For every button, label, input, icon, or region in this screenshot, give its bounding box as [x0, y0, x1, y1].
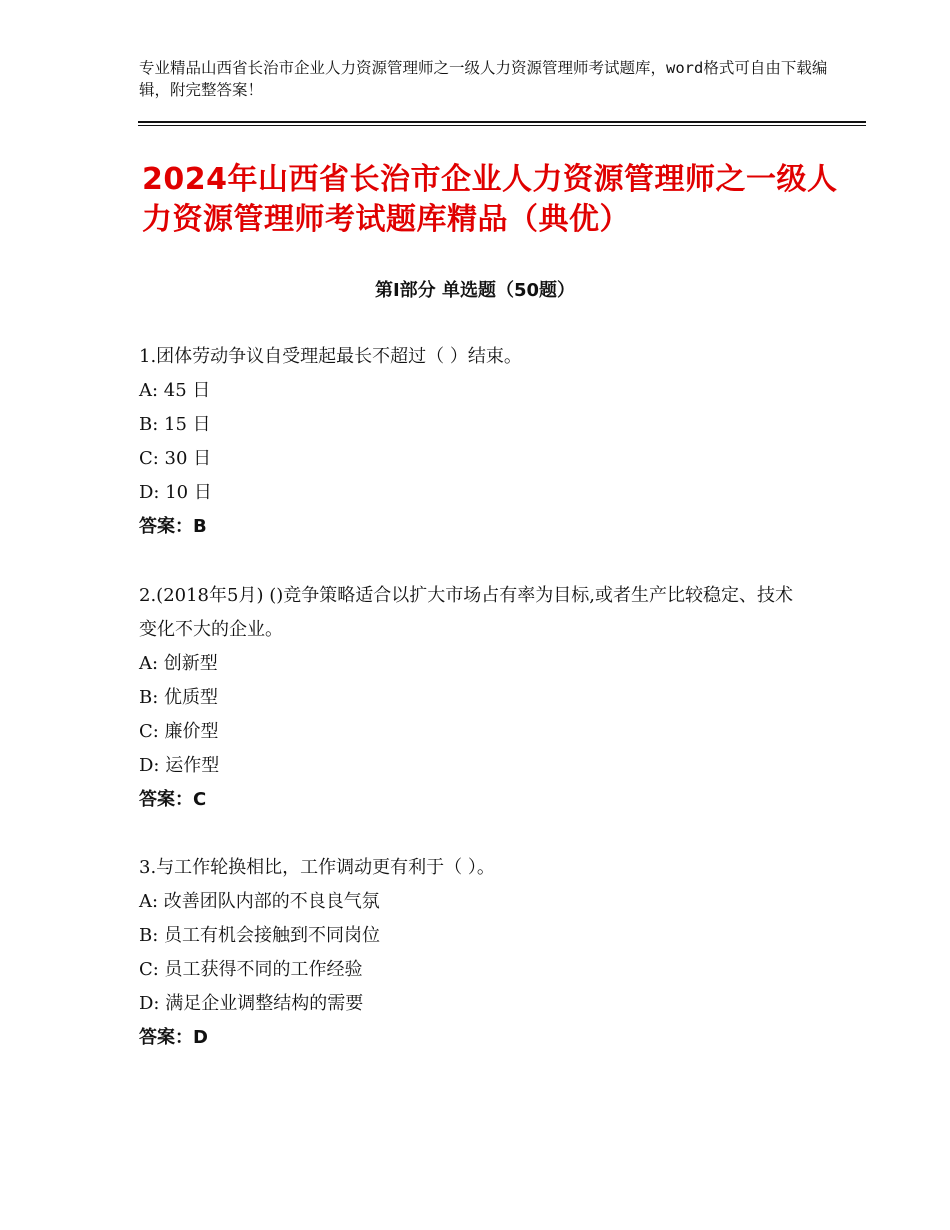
- answer: 答案：D: [139, 1027, 208, 1048]
- answer: 答案：B: [139, 516, 207, 537]
- section-title: 第Ⅰ部分 单选题（50题）: [374, 280, 575, 301]
- question-1: [139, 340, 819, 544]
- option-a: A: 创新型: [139, 653, 218, 674]
- option-d: D: 运作型: [139, 755, 220, 776]
- question-3: [139, 851, 819, 1055]
- option-c: C: 廉价型: [139, 721, 219, 742]
- answer: 答案：C: [139, 789, 207, 810]
- header-divider-thin: [138, 125, 866, 126]
- option-b: B: 15 日: [139, 414, 211, 435]
- document-title: 2024年山西省长治市企业人力资源管理师之一级人力资源管理师考试题库精品（典优）: [142, 162, 838, 237]
- question-2: [139, 579, 799, 817]
- option-d: D: 满足企业调整结构的需要: [139, 993, 364, 1014]
- option-b: B: 优质型: [139, 687, 219, 708]
- header-note: 专业精品山西省长治市企业人力资源管理师之一级人力资源管理师考试题库，word格式可自由下载编辑，附完整答案！: [139, 59, 828, 99]
- option-a: A: 改善团队内部的不良良气氛: [139, 891, 380, 912]
- header-divider-thick: [138, 121, 866, 123]
- option-d: D: 10 日: [139, 482, 212, 503]
- option-b: B: 员工有机会接触到不同岗位: [139, 925, 381, 946]
- option-a: A: 45 日: [139, 380, 211, 401]
- option-c: C: 30 日: [139, 448, 212, 469]
- question-stem: 2.(2018年5月) ()竞争策略适合以扩大市场占有率为目标,或者生产比较稳定、技术变化不大的企业。: [139, 585, 793, 640]
- option-c: C: 员工获得不同的工作经验: [139, 959, 363, 980]
- question-stem: 3.与工作轮换相比，工作调动更有利于（ ）。: [139, 857, 495, 878]
- question-stem: 1.团体劳动争议自受理起最长不超过（ ）结束。: [139, 346, 522, 367]
